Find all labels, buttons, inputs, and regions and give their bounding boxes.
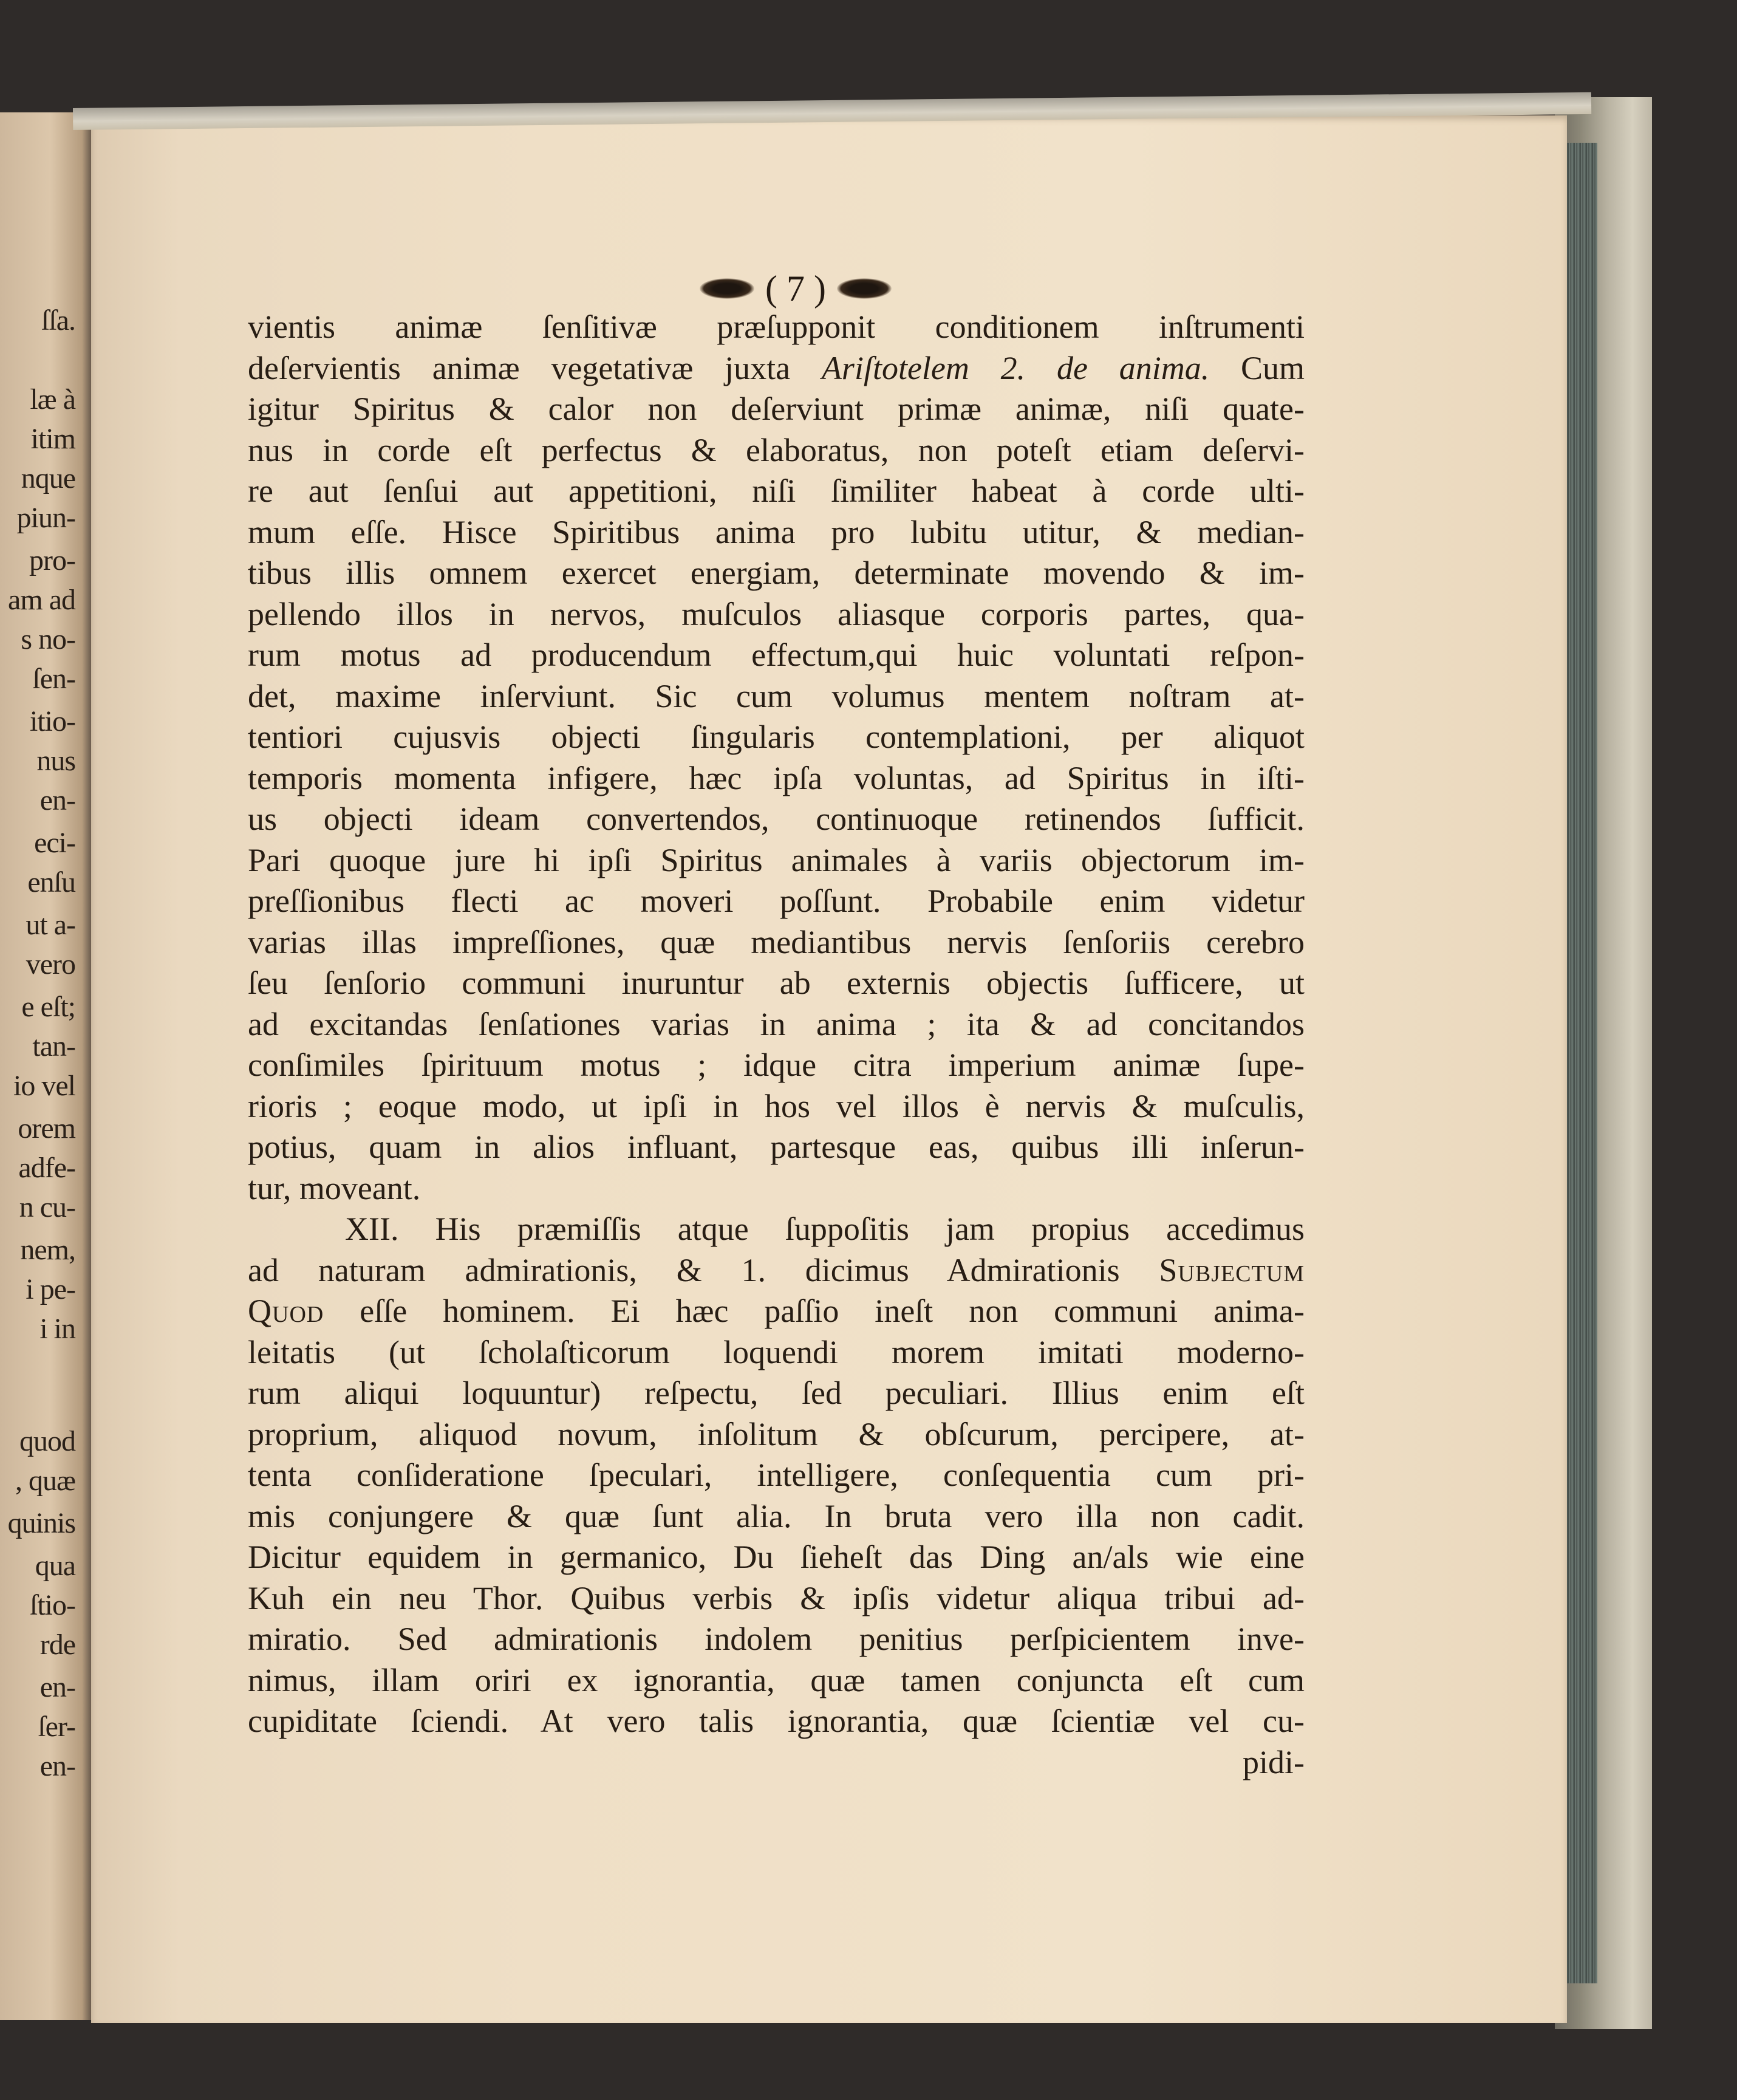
left-ornament-icon: [700, 278, 754, 299]
facing-page-fragment: io vel: [13, 1070, 75, 1102]
facing-page-fragment: itio-: [30, 705, 75, 737]
text-line: deſervientis animæ vegetativæ juxta Ariſtotelem 2. de anima. Cum: [248, 349, 1305, 386]
text-line: mum eſſe. Hisce Spiritibus anima pro lubitu utitur, & median-: [248, 513, 1305, 550]
section-number: XII.: [345, 1211, 399, 1247]
section-xii-third-line: Quod eſſe hominem. Ei hæc paſſio ineſt non communi anima-: [248, 1293, 1305, 1329]
facing-page-fragment: pro-: [29, 544, 75, 576]
quod-term: Quod: [248, 1293, 324, 1329]
section-xii-first-line: [248, 1209, 1305, 1250]
text-line: vientis animæ ſenſitivæ præſupponit conditionem inſtrumenti: [248, 309, 1305, 345]
page-block-edge: [1564, 143, 1597, 1983]
text-line: igitur Spiritus & calor non deſerviunt primæ animæ, niſi quate-: [248, 391, 1305, 427]
section-intro: His præmiſſis atque ſuppoſitis jam propius accedimus: [435, 1211, 1305, 1247]
page-header: [668, 267, 923, 310]
facing-page-fragment: nus: [36, 745, 75, 777]
text-line: varias illas impreſſiones, quæ mediantibus nervis ſenſoriis cerebro: [248, 923, 1305, 960]
text-line: ſeu ſenſorio communi inuruntur ab externis objectis ſufficere, ut: [248, 965, 1305, 1001]
text-line: proprium, aliquod novum, inſolitum & obſcurum, percipere, at-: [248, 1415, 1305, 1452]
text-line: Dicitur equidem in germanico, Du ſieheſt das Ding an/als wie eine: [248, 1539, 1305, 1575]
text-line: conſimiles ſpirituum motus ; idque citra imperium animæ ſupe-: [248, 1047, 1305, 1083]
paragraph-xi-tail: [248, 307, 1305, 1209]
text-line: nimus, illam oriri ex ignorantia, quæ tamen conjuncta eſt cum: [248, 1661, 1305, 1698]
facing-page-fragment: en-: [39, 1671, 75, 1703]
text-line: Pari quoque jure hi ipſi Spiritus animales à variis objectorum im-: [248, 841, 1305, 878]
text-line: cupiditate ſciendi. At vero talis ignorantia, quæ ſcientiæ vel cu-: [248, 1703, 1305, 1739]
text-line: rum motus ad producendum effectum,qui huic voluntati reſpon-: [248, 637, 1305, 673]
text-line: rum aliqui loquuntur) reſpectu, ſed peculiari. Illius enim eſt: [248, 1375, 1305, 1411]
facing-page-fragment: quod: [19, 1425, 75, 1457]
facing-page-fragment: tan-: [32, 1030, 75, 1062]
facing-page-fragment: nem,: [20, 1234, 75, 1266]
text-line: nus in corde eſt perfectus & elaboratus, non poteſt etiam deſervi-: [248, 431, 1305, 468]
facing-page-strip: [0, 112, 91, 2020]
text-line: det, maxime inſerviunt. Sic cum volumus mentem noſtram at-: [248, 677, 1305, 714]
facing-page-fragment: orem: [18, 1112, 75, 1144]
subjectum-term: Subjectum: [1159, 1251, 1305, 1288]
text-line: tentiori cujusvis objecti ſingularis contemplationi, per aliquot: [248, 719, 1305, 755]
facing-page-fragment: piun-: [16, 502, 75, 534]
facing-page-fragment: am ad: [8, 584, 75, 616]
facing-page-fragment: , quæ: [15, 1465, 75, 1497]
text-line: temporis momenta infigere, hæc ipſa voluntas, ad Spiritus in iſti-: [248, 759, 1305, 796]
facing-page-fragment: e eſt;: [21, 991, 75, 1023]
facing-page-fragment: læ à: [30, 383, 75, 416]
right-ornament-icon: [837, 278, 892, 299]
text-line: preſſionibus flecti ac moveri poſſunt. Probabile enim videtur: [248, 883, 1305, 919]
facing-page-fragment: qua: [35, 1550, 75, 1582]
text-line: ad excitandas ſenſationes varias in anima ; ita & ad concitandos: [248, 1005, 1305, 1042]
section-xii-second-line: ad naturam admirationis, & 1. dicimus Admirationis Subjectum: [248, 1251, 1305, 1288]
facing-page-fragment: i in: [39, 1313, 75, 1345]
text-line: miratio. Sed admirationis indolem penitius perſpicientem inve-: [248, 1621, 1305, 1657]
facing-page-fragment: ſen-: [32, 663, 75, 695]
facing-page-fragment: ſſa.: [41, 304, 75, 337]
facing-page-fragment: vero: [26, 948, 75, 980]
facing-page-fragment: ſtio-: [30, 1589, 75, 1621]
facing-page-fragment: ſer-: [38, 1711, 75, 1743]
text-line: leitatis (ut ſcholaſticorum loquendi morem imitati moderno-: [248, 1333, 1305, 1370]
text-line: us objecti ideam convertendos, continuoque retinendos ſufficit.: [248, 801, 1305, 837]
catchword: pidi-: [1243, 1743, 1305, 1780]
facing-page-fragment: i pe-: [26, 1273, 75, 1305]
facing-page-fragment: rde: [39, 1629, 75, 1661]
section-xii-body: [248, 1332, 1305, 1742]
body-text: [248, 307, 1305, 1783]
facing-page-fragment: s no-: [21, 623, 75, 655]
facing-page-fragment: en-: [39, 784, 75, 816]
facing-page-fragment: eci-: [34, 827, 75, 859]
facing-page-fragment: adfe-: [18, 1152, 75, 1184]
text-line: rioris ; eoque modo, ut ipſi in hos vel illos è nervis & muſculis,: [248, 1087, 1305, 1124]
facing-page-fragment: itim: [30, 423, 75, 455]
facing-page-fragment: ut a-: [26, 909, 75, 941]
facing-page-fragment: quinis: [7, 1507, 75, 1539]
text-line: tenta conſideratione ſpeculari, intelligere, conſequentia cum pri-: [248, 1457, 1305, 1493]
text-line: re aut ſenſui aut appetitioni, niſi ſimiliter habeat à corde ulti-: [248, 473, 1305, 509]
text-line: tur, moveant.: [248, 1169, 421, 1206]
text-line: tibus illis omnem exercet energiam, determinate movendo & im-: [248, 555, 1305, 591]
facing-page-fragment: en-: [39, 1750, 75, 1782]
facing-page-fragment: nque: [21, 462, 75, 494]
text-line: potius, quam in alios influant, partesque eas, quibus illi inſerun-: [248, 1129, 1305, 1165]
text-line: Kuh ein neu Thor. Quibus verbis & ipſis videtur aliqua tribui ad-: [248, 1579, 1305, 1616]
page-number: ( 7 ): [765, 268, 826, 309]
text-line: mis conjungere & quæ ſunt alia. In bruta vero illa non cadit.: [248, 1497, 1305, 1534]
facing-page-fragment: enſu: [27, 866, 75, 898]
text-line: pellendo illos in nervos, muſculos aliasque corporis partes, qua-: [248, 595, 1305, 632]
facing-page-fragment: n cu-: [19, 1191, 75, 1223]
